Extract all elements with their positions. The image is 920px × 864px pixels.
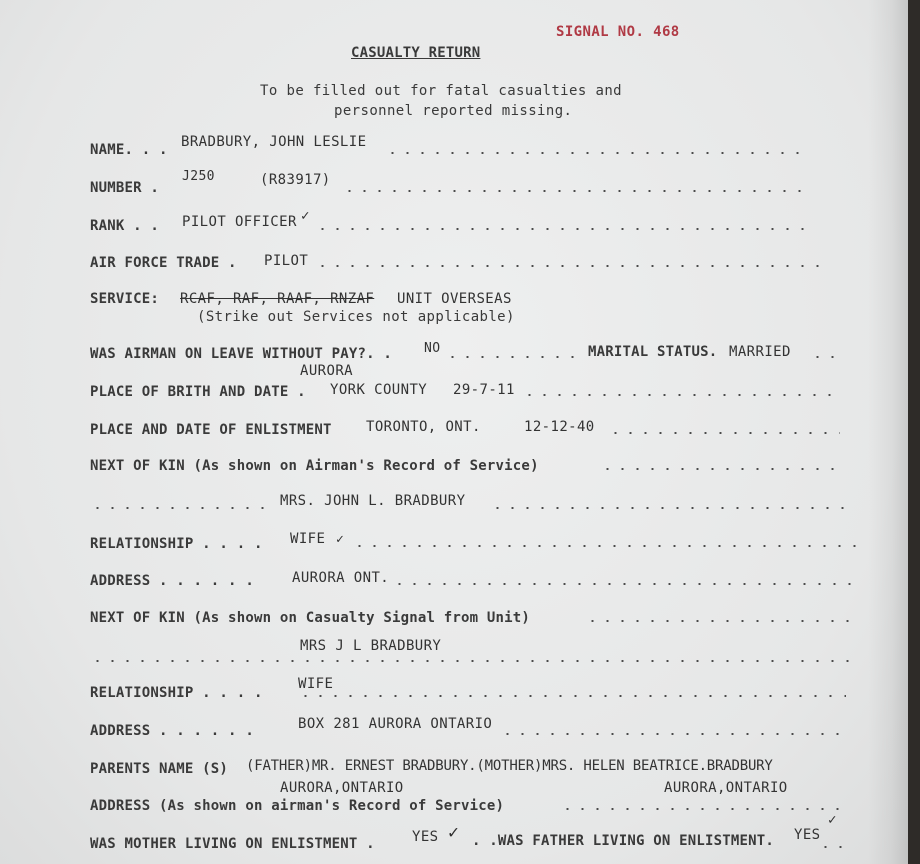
parents-value: (FATHER)MR. ERNEST BRADBURY.(MOTHER)MRS. HELEN BEATRICE.BRADBURY (246, 758, 773, 774)
nok-record-value: MRS. JOHN L. BRADBURY (280, 493, 466, 509)
address-1-value: AURORA ONT. (292, 570, 390, 586)
address-2-label: ADDRESS . . . . . . (90, 723, 254, 739)
marital-dots (810, 356, 840, 358)
enlistment-dots (608, 432, 840, 434)
mother-address: AURORA,ONTARIO (664, 780, 788, 796)
number-dots (342, 190, 812, 192)
service-note: (Strike out Services not applicable) (197, 309, 515, 325)
relationship-2-value: WIFE (298, 676, 334, 692)
enlistment-place: TORONTO, ONT. (366, 419, 481, 435)
birth-place-above: AURORA (300, 363, 353, 379)
name-label: NAME. . . (90, 142, 168, 158)
number-label: NUMBER . (90, 180, 160, 196)
mother-living-label: WAS MOTHER LIVING ON ENLISTMENT . (90, 836, 375, 852)
relationship-1-label: RELATIONSHIP . . . . (90, 536, 263, 552)
nok-record-value-dots-left (90, 507, 268, 509)
parents-label: PARENTS NAME (S) (90, 761, 229, 777)
name-dots (385, 152, 810, 154)
father-living-dots (818, 846, 848, 848)
address-3-dots (560, 808, 845, 810)
address-1-dots (392, 583, 857, 585)
relationship-1-check-mark: ✓ (336, 532, 344, 547)
mother-living-value: YES (412, 829, 439, 845)
number-value-b: (R83917) (260, 172, 331, 188)
father-living-value: YES (794, 827, 821, 843)
address-1-label: ADDRESS . . . . . . (90, 573, 254, 589)
nok-signal-value-dots (90, 660, 855, 662)
trade-label: AIR FORCE TRADE . (90, 255, 237, 271)
marital-label: MARITAL STATUS. (588, 344, 718, 360)
father-living-label: . .WAS FATHER LIVING ON ENLISTMENT. (472, 833, 775, 849)
trade-dots (315, 265, 825, 267)
subtitle-line-2: personnel reported missing. (334, 103, 573, 119)
signal-number: SIGNAL NO. 468 (556, 24, 680, 40)
document-title: CASUALTY RETURN (351, 45, 481, 61)
address-3-label: ADDRESS (As shown on airman's Record of Service) (90, 798, 505, 814)
number-value-a: J250 (182, 169, 215, 184)
birth-date: 29-7-11 (453, 382, 515, 398)
service-label: SERVICE: (90, 291, 160, 307)
leave-value: NO (424, 341, 441, 356)
relationship-1-value: WIFE (290, 531, 326, 547)
birth-label: PLACE OF BRITH AND DATE . (90, 384, 306, 400)
leave-label: WAS AIRMAN ON LEAVE WITHOUT PAY?. . (90, 346, 393, 362)
name-value: BRADBURY, JOHN LESLIE (181, 134, 367, 150)
rank-dots (315, 228, 815, 230)
nok-signal-dots (585, 620, 850, 622)
rank-check-mark: ✓ (301, 208, 310, 224)
relationship-1-dots (352, 545, 857, 547)
trade-value: PILOT (264, 253, 309, 269)
nok-record-label: NEXT OF KIN (As shown on Airman's Record of Service) (90, 458, 539, 474)
page-edge-shadow (868, 0, 908, 864)
nok-record-value-dots-right (490, 507, 850, 509)
relationship-2-dots (298, 695, 846, 697)
nok-record-dots (600, 468, 840, 470)
rank-label: RANK . . (90, 218, 160, 234)
enlistment-label: PLACE AND DATE OF ENLISTMENT (90, 422, 332, 438)
relationship-2-label: RELATIONSHIP . . . . (90, 685, 263, 701)
service-struck-options: RCAF, RAF, RAAF, RNZAF (180, 291, 375, 307)
birth-dots (522, 394, 840, 396)
enlistment-date: 12-12-40 (524, 419, 595, 435)
address-2-value: BOX 281 AURORA ONTARIO (298, 716, 493, 732)
service-value: UNIT OVERSEAS (397, 291, 512, 307)
nok-signal-value: MRS J L BRADBURY (300, 638, 442, 654)
marital-value: MARRIED (729, 344, 791, 360)
father-living-check-mark: ✓ (828, 812, 837, 828)
address-2-dots (500, 733, 850, 735)
mother-living-check-mark: ✓ (448, 822, 459, 843)
nok-signal-label: NEXT OF KIN (As shown on Casualty Signal from Unit) (90, 610, 531, 626)
rank-value: PILOT OFFICER (182, 214, 297, 230)
subtitle-line-1: To be filled out for fatal casualties and (260, 83, 622, 99)
leave-dots (445, 356, 585, 358)
birth-place: YORK COUNTY (330, 382, 428, 398)
father-address: AURORA,ONTARIO (280, 780, 404, 796)
